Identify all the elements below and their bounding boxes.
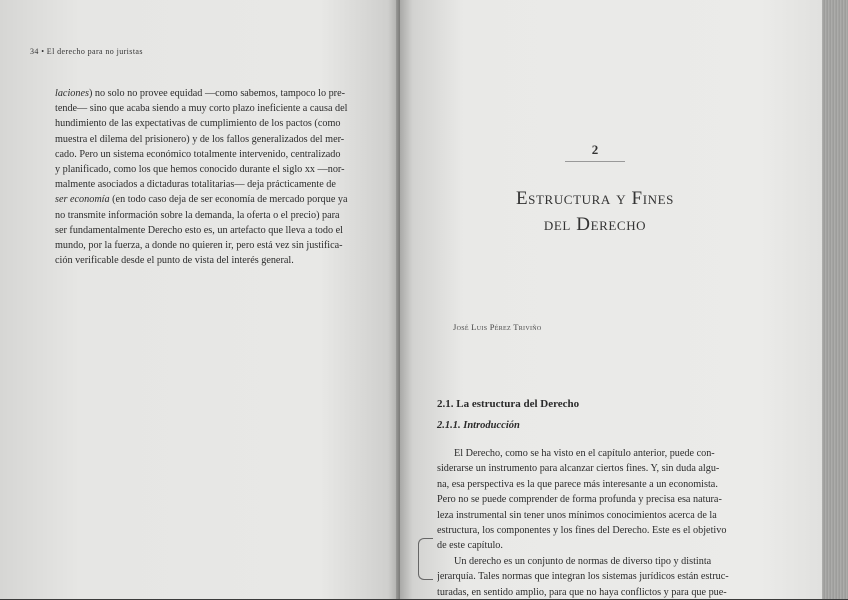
pencil-bracket-mark bbox=[418, 538, 433, 580]
subsection-heading: 2.1.1. Introducción bbox=[437, 420, 520, 431]
text-line: mundo, por la fuerza, a donde no quieren ir, pero está vez sin justifica- bbox=[55, 240, 343, 252]
chapter-title bbox=[470, 186, 720, 238]
text-line: ser economía (en todo caso deja de ser economía de mercado porque ya bbox=[55, 194, 348, 206]
text-line: siderarse un instrumento para alcanzar ciertos fines. Y, sin duda algu- bbox=[437, 463, 720, 475]
text-line: malmente asociados a dictaduras totalitarias— deja prácticamente de bbox=[55, 179, 336, 191]
text-line: Pero no se puede comprender de forma profunda y precisa esa natura- bbox=[437, 494, 722, 506]
text-line: cado. Pero un sistema económico totalmente intervenido, centralizado bbox=[55, 148, 341, 160]
text-line: estructura, los componentes y los fines del Derecho. Este es el objetivo bbox=[437, 525, 727, 537]
section-heading: 2.1. La estructura del Derecho bbox=[437, 398, 580, 410]
running-head: 34 • El derecho para no juristas bbox=[30, 47, 143, 56]
text-line: ser fundamentalmente Derecho esto es, un artefacto que lleva a todo el bbox=[55, 224, 343, 236]
text-line: El Derecho, como se ha visto en el capítulo anterior, puede con- bbox=[454, 448, 715, 459]
page-edges bbox=[822, 0, 848, 599]
text-line: muestra el dilema del prisionero) y de los fallos generalizados del mer- bbox=[55, 133, 345, 145]
text-line: tende— sino que acaba siendo a muy corto plazo ineficiente a causa del bbox=[55, 103, 348, 115]
left-body-text bbox=[55, 86, 365, 268]
text-line: ción verificable desde el punto de vista del interés general. bbox=[55, 255, 294, 267]
text-line: Un derecho es un conjunto de normas de diverso tipo y distinta bbox=[454, 555, 712, 567]
text-line: jerarquía. Tales normas que integran los sistemas jurídicos están estruc- bbox=[437, 571, 729, 583]
left-page bbox=[0, 0, 400, 599]
text-line: turadas, en sentido amplio, para que no haya conflictos y para que pue- bbox=[437, 586, 727, 598]
chapter-divider bbox=[565, 161, 625, 162]
chapter-title-line: Estructura y Fines bbox=[515, 188, 675, 209]
text-line: na, esa perspectiva es la que parece más interesante a un economista. bbox=[437, 478, 718, 490]
text-line: laciones) no solo no provee equidad —como sabemos, tampoco lo pre- bbox=[55, 88, 345, 99]
text-line: hundimiento de las expectativas de cumplimiento de los pactos (como bbox=[55, 118, 341, 130]
text-line: leza instrumental sin tener unos mínimos conocimientos acerca de la bbox=[437, 509, 717, 521]
text-line: no transmite información sobre la demanda, la oferta o el precio) para bbox=[55, 209, 340, 221]
text-line: y planificado, como los que hemos conocido durante el siglo xx —nor- bbox=[55, 164, 345, 176]
right-body-text bbox=[437, 446, 747, 600]
chapter-number: 2 bbox=[591, 142, 599, 157]
chapter-title-line: del Derecho bbox=[543, 214, 647, 235]
chapter-author: José Luis Pérez Triviño bbox=[453, 322, 542, 332]
text-line: de este capítulo. bbox=[437, 540, 503, 552]
